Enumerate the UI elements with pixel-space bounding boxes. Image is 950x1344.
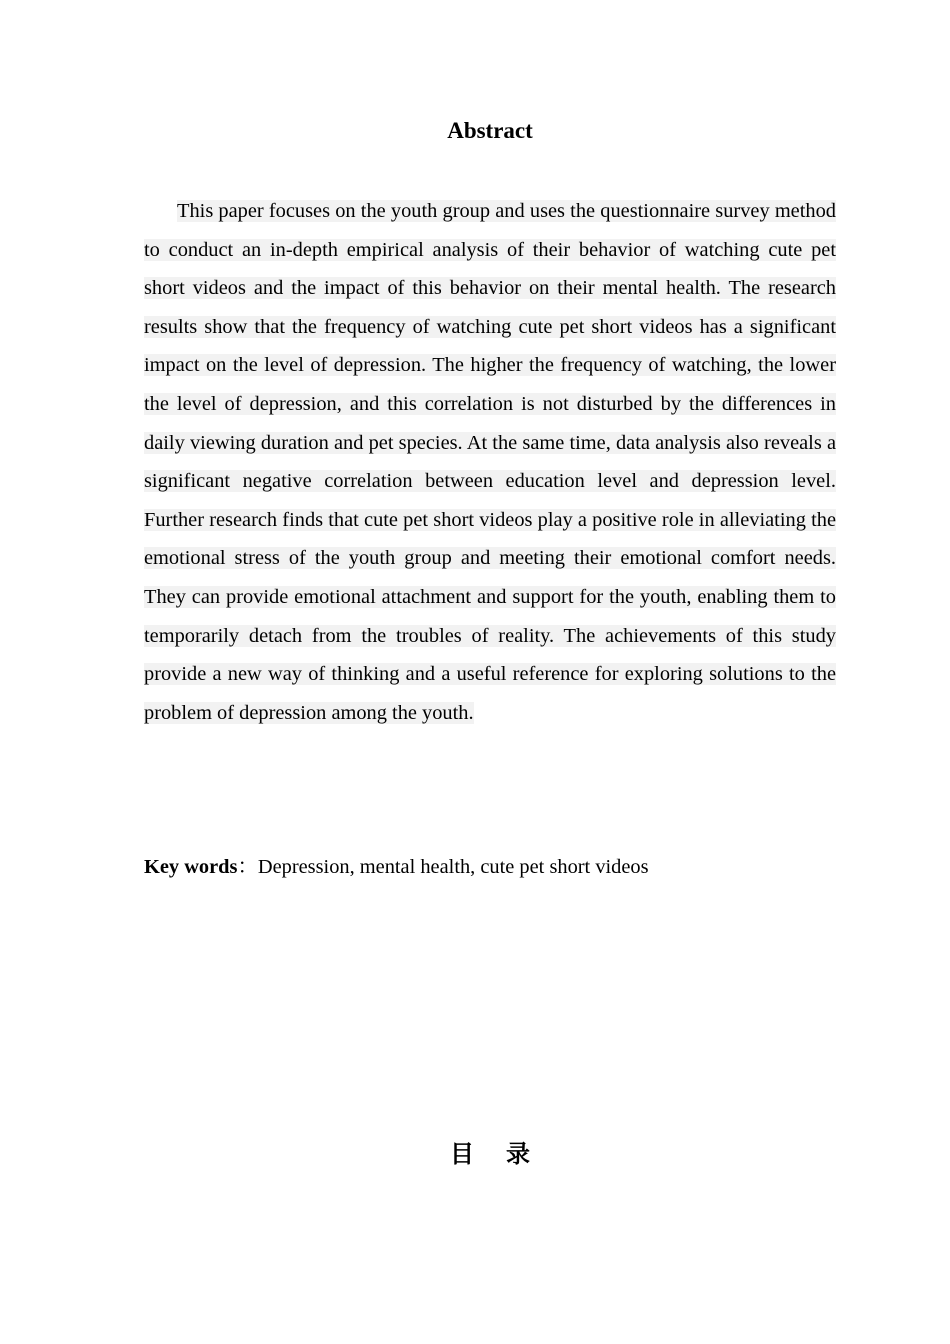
keywords-value: Depression, mental health, cute pet short videos xyxy=(257,856,649,878)
keywords-separator: ： xyxy=(237,856,258,878)
toc-title-char-1: 目 xyxy=(450,1140,474,1168)
abstract-title: Abstract xyxy=(447,118,533,143)
table-of-contents-title xyxy=(0,1137,950,1171)
keywords-line xyxy=(144,852,836,882)
toc-title-char-2: 录 xyxy=(506,1140,530,1168)
abstract-body xyxy=(144,192,836,732)
abstract-text: This paper focuses on the youth group and uses the questionnaire survey method to conduct an in-depth empirical analysis of their behavior of watching cute pet short videos and the impact of this behavior on their mental health. The research results show that the frequency of watching cute pet short videos has a significant impact on the level of depression. The higher the frequency of watching, the lower the level of depression, and this correlation is not disturbed by the differences in daily viewing duration and pet species. At the same time, data analysis also reveals a significant negative correlation between education level and depression level. Further research finds that cute pet short videos play a positive role in alleviating the emotional stress of the youth group and meeting their emotional comfort needs. They can provide emotional attachment and support for the youth, enabling them to temporarily detach from the troubles of reality. The achievements of this study provide a new way of thinking and a useful reference for exploring solutions to the problem of depression among the youth. xyxy=(144,200,836,724)
keywords-label: Key words xyxy=(144,856,238,878)
